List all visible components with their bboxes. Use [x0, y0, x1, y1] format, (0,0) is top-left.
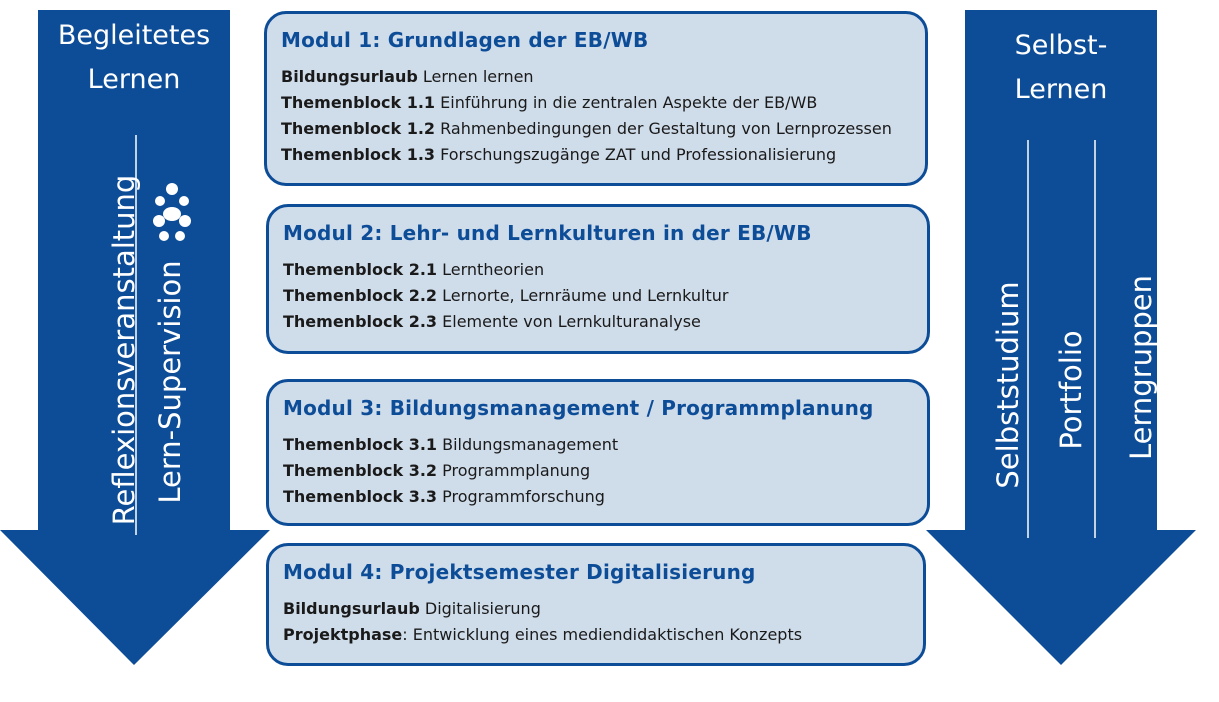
row-label: Themenblock 3.1: [283, 435, 438, 454]
module-1-row: [281, 116, 911, 142]
module-2-row: [283, 257, 913, 283]
module-4-row: [283, 622, 909, 648]
module-2-row: [283, 309, 913, 335]
module-3-row: [283, 484, 913, 510]
row-text: Programmforschung: [437, 487, 605, 506]
row-text: Digitalisierung: [419, 599, 541, 618]
row-text: Forschungszugänge ZAT und Professionalisierung: [435, 145, 837, 164]
row-label: Bildungsurlaub: [283, 599, 420, 618]
row-text: Einführung in die zentralen Aspekte der EB/WB: [435, 93, 818, 112]
row-label: Themenblock 2.2: [283, 286, 438, 305]
module-4-title: Modul 4: Projektsemester Digitalisierung: [283, 560, 756, 584]
row-text: Programmplanung: [437, 461, 591, 480]
row-label: Projektphase: [283, 625, 403, 644]
row-label: Themenblock 1.1: [281, 93, 436, 112]
row-text: Lernen lernen: [417, 67, 534, 86]
row-label: Themenblock 3.3: [283, 487, 438, 506]
module-1-row: [281, 142, 911, 168]
row-text: : Entwicklung eines mediendidaktischen Konzepts: [402, 625, 803, 644]
row-label: Bildungsurlaub: [281, 67, 418, 86]
group-people-icon: [152, 181, 192, 249]
module-4-box: [266, 543, 926, 666]
right-arrow-column-portfolio: Portfolio: [1054, 330, 1088, 450]
row-text: Bildungsmanagement: [437, 435, 619, 454]
right-arrow-title: [965, 24, 1157, 112]
module-1-box: [264, 11, 928, 186]
right-arrow-title-line1: Selbst-: [1014, 30, 1108, 61]
right-arrow-column-selbststudium: Selbststudium: [991, 281, 1025, 489]
row-text: Elemente von Lernkulturanalyse: [437, 312, 701, 331]
row-text: Rahmenbedingungen der Gestaltung von Lernprozessen: [435, 119, 892, 138]
module-3-title: Modul 3: Bildungsmanagement / Programmplanung: [283, 396, 874, 420]
module-3-row: [283, 458, 913, 484]
row-label: Themenblock 1.3: [281, 145, 436, 164]
row-label: Themenblock 2.3: [283, 312, 438, 331]
module-1-row: [281, 64, 911, 90]
module-3-row: [283, 432, 913, 458]
row-label: Themenblock 2.1: [283, 260, 438, 279]
row-text: Lerntheorien: [437, 260, 545, 279]
left-arrow-column-reflexion: Reflexionsveranstaltung: [107, 174, 141, 526]
right-arrow-title-line2: Lernen: [1014, 74, 1108, 105]
module-3-box: [266, 379, 930, 526]
right-arrow-column-lerngruppen: Lerngruppen: [1124, 274, 1158, 460]
module-2-box: [266, 204, 930, 354]
module-2-title: Modul 2: Lehr- und Lernkulturen in der EB/WB: [283, 221, 812, 245]
module-1-row: [281, 90, 911, 116]
right-arrow-divider-2: [1094, 140, 1096, 538]
left-arrow-title-line2: Lernen: [87, 64, 181, 95]
module-1-title: Modul 1: Grundlagen der EB/WB: [281, 28, 649, 52]
row-text: Lernorte, Lernräume und Lernkultur: [437, 286, 729, 305]
row-label: Themenblock 1.2: [281, 119, 436, 138]
left-arrow-column-supervision: Lern-Supervision: [153, 260, 187, 504]
module-2-row: [283, 283, 913, 309]
module-4-row: [283, 596, 909, 622]
left-arrow-title-line1: Begleitetes: [57, 20, 211, 51]
row-label: Themenblock 3.2: [283, 461, 438, 480]
left-arrow-title: [38, 14, 230, 102]
